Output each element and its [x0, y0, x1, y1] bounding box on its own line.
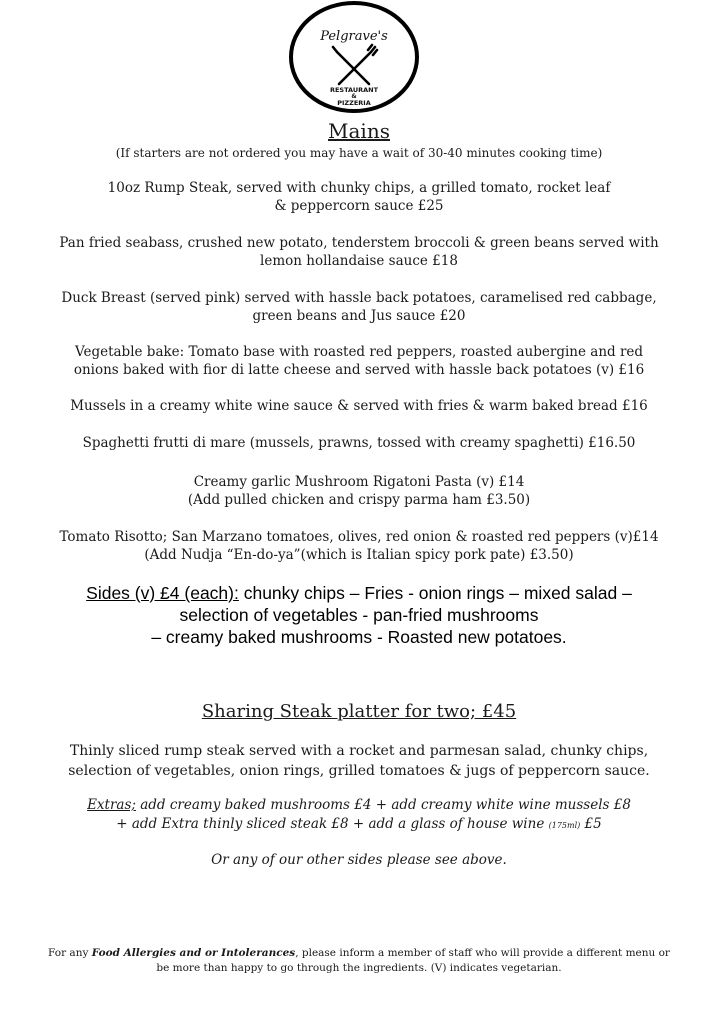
menu-item-line: lemon hollandaise sauce £18 — [260, 253, 458, 269]
menu-item-line: (Add Nudja “En-do-ya”(which is Italian spicy pork pate) £3.50) — [144, 547, 574, 563]
menu-item-line: Mussels in a creamy white wine sauce & served with fries & warm baked bread £16 — [70, 398, 648, 414]
menu-item-line: green beans and Jus sauce £20 — [252, 308, 466, 324]
sides-line: – creamy baked mushrooms - Roasted new potatoes. — [151, 627, 567, 647]
logo-line-pizzeria: PIZZERIA — [337, 99, 371, 107]
menu-item — [0, 473, 718, 509]
sharing-desc-line: Thinly sliced rump steak served with a rocket and parmesan salad, chunky chips, — [69, 743, 649, 759]
extras-label: Extras; — [87, 797, 136, 813]
sides-label: Sides (v) £4 (each): — [86, 583, 239, 603]
menu-item-line: 10oz Rump Steak, served with chunky chips, a grilled tomato, rocket leaf — [107, 180, 611, 196]
footer-text: , please inform a member of staff who will provide a different menu or — [295, 947, 670, 959]
extras-text: £5 — [580, 816, 602, 832]
sharing-title: Sharing Steak platter for two; £45 — [201, 701, 517, 722]
menu-item — [0, 397, 718, 415]
menu-item — [0, 234, 718, 270]
logo-line-ampersand: & — [351, 93, 357, 100]
mains-note: (If starters are not ordered you may have a wait of 30-40 minutes cooking time) — [115, 146, 603, 160]
menu-item-line: Tomato Risotto; San Marzano tomatoes, olives, red onion & roasted red peppers (v)£14 — [59, 529, 659, 545]
logo-line-restaurant: RESTAURANT — [329, 86, 379, 94]
menu-item — [0, 179, 718, 215]
menu-item-line: Pan fried seabass, crushed new potato, tenderstem broccoli & green beans served with — [59, 235, 659, 251]
footer-line: be more than happy to go through the ingredients. (V) indicates vegetarian. — [156, 962, 562, 974]
sides-line: selection of vegetables - pan-fried mushrooms — [179, 605, 539, 625]
menu-item-line: (Add pulled chicken and crispy parma ham £3.50) — [187, 492, 531, 508]
menu-item — [0, 343, 718, 379]
menu-item — [0, 434, 718, 452]
menu-item-line: onions baked with fior di latte cheese and served with hassle back potatoes (v) £16 — [73, 362, 645, 378]
extras-line — [0, 815, 718, 835]
allergy-footer — [0, 946, 718, 976]
logo-name: Pelgrave's — [320, 29, 388, 44]
footer-line — [0, 946, 718, 961]
menu-item-line: Duck Breast (served pink) served with hassle back potatoes, caramelised red cabbage, — [61, 290, 657, 306]
mains-title: Mains — [328, 119, 390, 143]
menu-item-line: Vegetable bake: Tomato base with roasted red peppers, roasted aubergine and red — [74, 344, 644, 360]
menu-item-line: Spaghetti frutti di mare (mussels, prawns, tossed with creamy spaghetti) £16.50 — [82, 435, 636, 451]
restaurant-logo — [287, 0, 421, 118]
sharing-description — [0, 741, 718, 781]
other-sides-note: Or any of our other sides please see above. — [211, 852, 507, 868]
menu-item-line: Creamy garlic Mushroom Rigatoni Pasta (v) £14 — [193, 474, 525, 490]
sharing-desc-line: selection of vegetables, onion rings, grilled tomatoes & jugs of peppercorn sauce. — [68, 763, 650, 779]
menu-item — [0, 289, 718, 325]
allergy-emphasis: Food Allergies and or Intolerances — [91, 947, 296, 959]
menu-item — [0, 528, 718, 564]
extras-line — [0, 796, 718, 815]
extras-section — [0, 796, 718, 835]
sides-line — [0, 582, 718, 604]
extras-text: + add Extra thinly sliced steak £8 + add a glass of house wine — [116, 816, 549, 832]
menu-item-line: & peppercorn sauce £25 — [274, 198, 444, 214]
sides-section — [0, 582, 718, 648]
wine-measure: (175ml) — [548, 821, 581, 830]
extras-text: add creamy baked mushrooms £4 + add creamy white wine mussels £8 — [135, 797, 631, 813]
footer-text: For any — [48, 947, 92, 959]
sides-text: chunky chips – Fries - onion rings – mixed salad – — [238, 583, 632, 603]
